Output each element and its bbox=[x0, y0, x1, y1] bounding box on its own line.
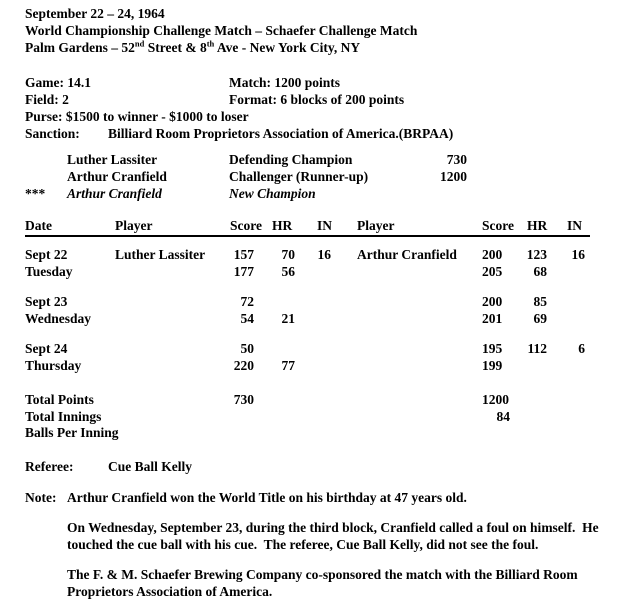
champion-marker bbox=[25, 151, 67, 168]
stat-cell bbox=[549, 392, 590, 409]
totals-right-value: 84 bbox=[496, 408, 510, 424]
stat-cell bbox=[512, 392, 549, 409]
participant-row bbox=[25, 185, 613, 202]
stat-cell: 68 bbox=[533, 263, 547, 279]
table-row-group bbox=[25, 247, 613, 280]
stat-cell bbox=[268, 294, 304, 311]
player-name: Arthur Cranfield bbox=[67, 186, 162, 201]
purse: Purse: $1500 to winner - $1000 to loser bbox=[25, 109, 249, 124]
document-header bbox=[25, 5, 613, 56]
participants-list bbox=[25, 151, 613, 202]
stat-cell: 199 bbox=[482, 357, 503, 373]
score-table-totals bbox=[25, 392, 613, 442]
date-cell: Wednesday bbox=[25, 310, 92, 326]
stat-cell: 201 bbox=[482, 310, 503, 326]
stat-cell bbox=[549, 311, 590, 328]
venue-text: Ave - New York City, NY bbox=[214, 40, 361, 55]
note-line bbox=[25, 489, 613, 506]
table-row-group bbox=[25, 341, 613, 374]
table-row bbox=[25, 264, 613, 281]
field-size: Field: 2 bbox=[25, 92, 69, 107]
stat-cell: 21 bbox=[281, 310, 295, 326]
participant-row bbox=[25, 151, 613, 168]
note-paragraph-sponsor: The F. & M. Schaefer Brewing Company co-sponsored the match with the Billiard Room Proprietors Association of America. bbox=[67, 566, 581, 599]
stat-cell: 195 bbox=[482, 341, 503, 356]
column-header: Player bbox=[115, 218, 153, 233]
table-row-group bbox=[25, 294, 613, 327]
player-final-score: 730 bbox=[446, 152, 467, 167]
stat-cell: 16 bbox=[571, 247, 585, 262]
stat-cell bbox=[304, 294, 344, 311]
stat-cell bbox=[344, 409, 469, 426]
stat-cell bbox=[344, 425, 469, 442]
totals-right-value bbox=[469, 425, 512, 442]
note-label: Note: bbox=[25, 489, 57, 505]
player-final-score bbox=[410, 185, 467, 202]
stat-cell: 54 bbox=[240, 310, 254, 326]
stat-cell bbox=[549, 409, 590, 426]
participant-row bbox=[25, 168, 613, 185]
note-text: Arthur Cranfield won the World Title on his birthday at 47 years old. bbox=[67, 489, 467, 505]
event-date-range: September 22 – 24, 1964 bbox=[25, 6, 165, 21]
date-cell: Sept 24 bbox=[25, 341, 68, 356]
stat-cell: 69 bbox=[533, 310, 547, 326]
date-cell: Sept 23 bbox=[25, 294, 68, 309]
player-cell bbox=[115, 294, 230, 311]
stat-cell bbox=[512, 409, 549, 426]
venue-text: Street & 8 bbox=[144, 40, 207, 55]
stat-cell bbox=[549, 358, 590, 375]
stat-cell: 177 bbox=[233, 263, 254, 279]
detail-line bbox=[25, 125, 613, 142]
stat-cell: 16 bbox=[317, 247, 331, 262]
totals-right-value: 1200 bbox=[482, 392, 509, 407]
stat-cell bbox=[512, 358, 549, 375]
player-cell bbox=[344, 311, 469, 328]
stat-cell bbox=[304, 264, 344, 281]
table-row bbox=[25, 358, 613, 375]
sanction-label: Sanction: bbox=[25, 126, 80, 141]
stat-cell: 220 bbox=[233, 357, 254, 373]
column-header: HR bbox=[272, 218, 293, 233]
player-final-score: 1200 bbox=[440, 169, 467, 184]
champion-marker: *** bbox=[25, 186, 46, 201]
stat-cell bbox=[304, 425, 344, 442]
sanction-value: Billiard Room Proprietors Association of America.(BRPAA) bbox=[108, 126, 454, 141]
stat-cell bbox=[549, 264, 590, 281]
stat-cell: 85 bbox=[533, 294, 547, 309]
player-name: Luther Lassiter bbox=[67, 152, 158, 167]
date-cell: Thursday bbox=[25, 357, 82, 373]
score-table-header bbox=[25, 217, 590, 237]
column-header: Score bbox=[482, 218, 514, 233]
date-cell: Tuesday bbox=[25, 263, 73, 279]
player-cell bbox=[344, 294, 469, 311]
column-header: IN bbox=[567, 218, 583, 233]
stat-cell bbox=[344, 392, 469, 409]
score-table bbox=[25, 217, 613, 442]
stat-cell bbox=[304, 341, 344, 358]
player-name: Arthur Cranfield bbox=[67, 169, 167, 184]
totals-label: Total Innings bbox=[25, 408, 102, 424]
totals-label: Balls Per Inning bbox=[25, 425, 119, 440]
player-cell bbox=[115, 264, 230, 281]
stat-cell bbox=[304, 409, 344, 426]
match-details bbox=[25, 74, 613, 142]
totals-row bbox=[25, 425, 613, 442]
player-cell bbox=[115, 311, 230, 328]
stat-cell: 77 bbox=[281, 357, 295, 373]
match-format: Format: 6 blocks of 200 points bbox=[229, 92, 405, 107]
stat-cell bbox=[304, 311, 344, 328]
stat-cell: 70 bbox=[281, 247, 295, 262]
stat-cell: 157 bbox=[233, 247, 254, 262]
stat-cell bbox=[549, 425, 590, 442]
totals-left-value bbox=[230, 409, 268, 426]
stat-cell bbox=[268, 392, 304, 409]
referee-name: Cue Ball Kelly bbox=[108, 458, 192, 474]
stat-cell: 72 bbox=[240, 294, 254, 309]
match-points: Match: 1200 points bbox=[229, 75, 340, 90]
venue-ordinal-superscript: nd bbox=[134, 38, 145, 49]
player-role: New Champion bbox=[229, 186, 316, 201]
column-header: IN bbox=[317, 218, 333, 233]
stat-cell: 200 bbox=[482, 294, 503, 309]
note-paragraph-foul: On Wednesday, September 23, during the third block, Cranfield called a foul on himself. He touched the cue ball with his cue. The referee, Cue Ball Kelly, did not see the foul. bbox=[67, 519, 603, 552]
table-row bbox=[25, 311, 613, 328]
date-cell: Sept 22 bbox=[25, 247, 68, 262]
table-row bbox=[25, 294, 613, 311]
player-cell bbox=[344, 264, 469, 281]
detail-line bbox=[25, 108, 613, 125]
player-cell bbox=[344, 358, 469, 375]
player-cell: Arthur Cranfield bbox=[357, 247, 457, 262]
player-cell bbox=[115, 358, 230, 375]
event-venue bbox=[25, 39, 613, 56]
totals-row bbox=[25, 409, 613, 426]
player-cell bbox=[344, 341, 469, 358]
column-header: Date bbox=[25, 218, 52, 233]
player-cell bbox=[115, 341, 230, 358]
totals-label: Total Points bbox=[25, 392, 94, 407]
table-row bbox=[25, 247, 613, 264]
column-header: Player bbox=[357, 218, 395, 233]
stat-cell bbox=[304, 358, 344, 375]
player-role: Defending Champion bbox=[229, 152, 353, 167]
player-role: Challenger (Runner-up) bbox=[229, 169, 369, 184]
stat-cell bbox=[268, 341, 304, 358]
column-header: Score bbox=[230, 218, 262, 233]
referee-line bbox=[25, 458, 613, 475]
stat-cell: 112 bbox=[527, 341, 547, 356]
column-header: HR bbox=[527, 218, 548, 233]
stat-cell bbox=[304, 392, 344, 409]
venue-text: Palm Gardens – 52 bbox=[25, 40, 135, 55]
player-cell: Luther Lassiter bbox=[115, 247, 206, 262]
detail-line bbox=[25, 74, 613, 91]
game-type: Game: 14.1 bbox=[25, 75, 91, 90]
referee-label: Referee: bbox=[25, 458, 74, 474]
score-table-body bbox=[25, 247, 613, 374]
stat-cell bbox=[268, 409, 304, 426]
stat-cell: 200 bbox=[482, 247, 503, 262]
totals-left-value: 730 bbox=[233, 392, 254, 407]
stat-cell bbox=[549, 294, 590, 311]
stat-cell: 123 bbox=[526, 247, 547, 262]
stat-cell: 50 bbox=[240, 341, 254, 356]
totals-left-value bbox=[230, 425, 268, 442]
event-title: World Championship Challenge Match – Schaefer Challenge Match bbox=[25, 23, 418, 38]
detail-line bbox=[25, 91, 613, 108]
table-row bbox=[25, 341, 613, 358]
venue-ordinal-superscript: th bbox=[206, 38, 215, 49]
stat-cell: 6 bbox=[578, 341, 585, 356]
totals-row bbox=[25, 392, 613, 409]
champion-marker bbox=[25, 168, 67, 185]
stat-cell: 56 bbox=[281, 263, 295, 279]
stat-cell bbox=[268, 425, 304, 442]
stat-cell bbox=[512, 425, 549, 442]
stat-cell: 205 bbox=[482, 263, 503, 279]
